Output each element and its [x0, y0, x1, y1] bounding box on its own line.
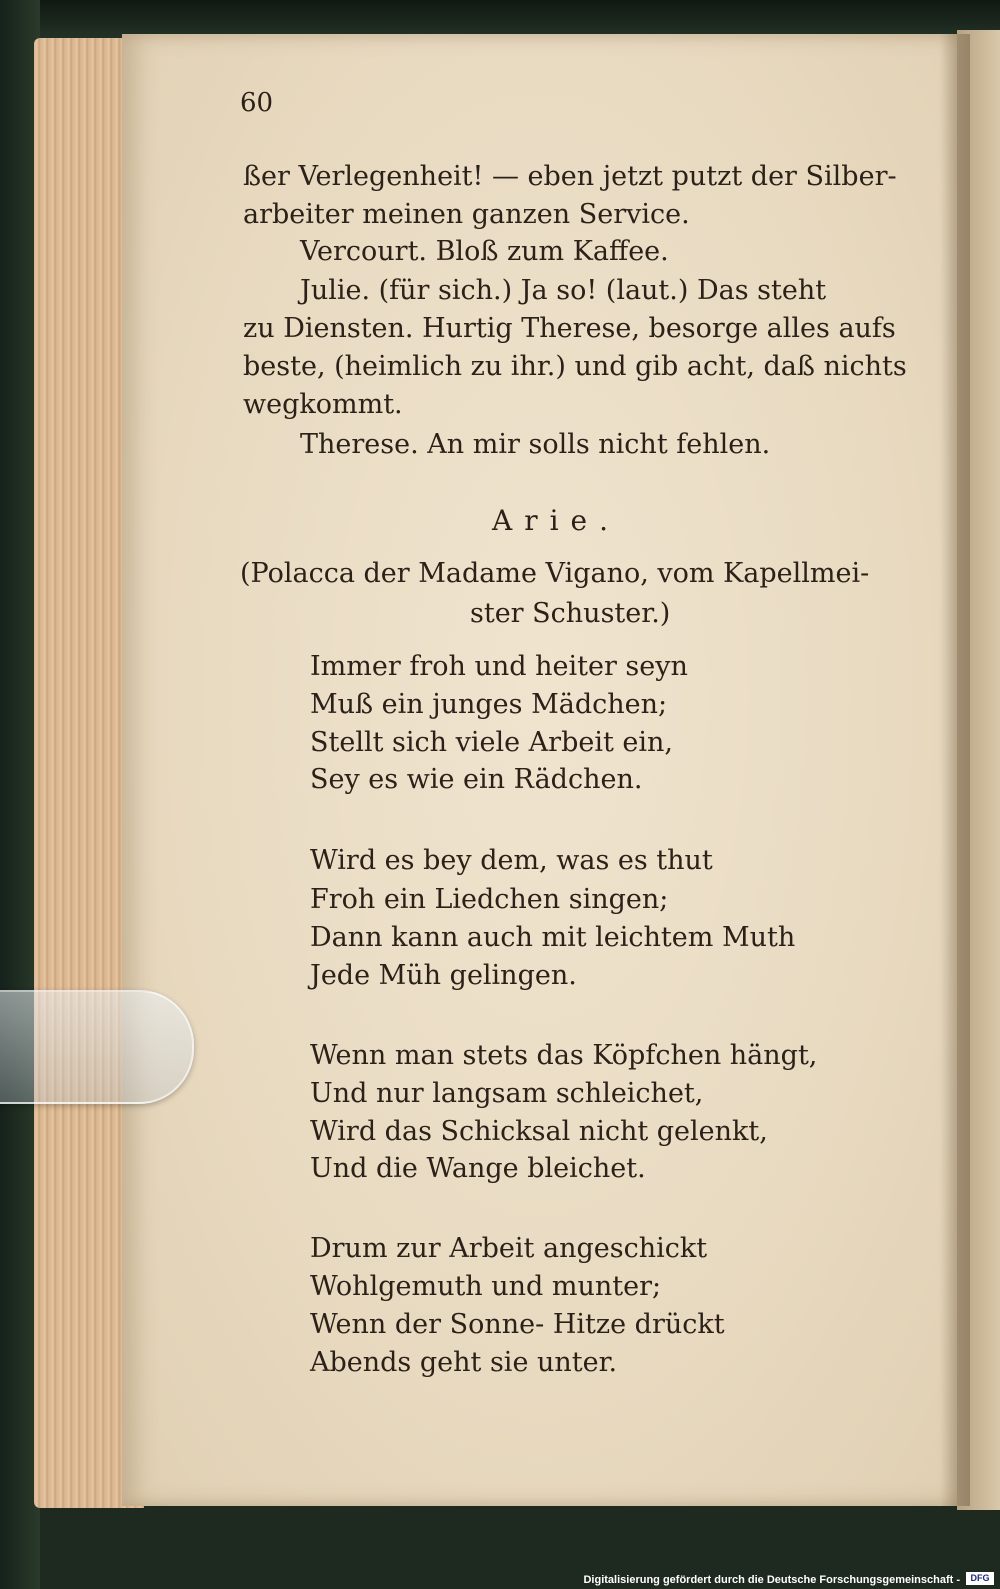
- verse-line: Wird es bey dem, was es thut: [310, 845, 713, 876]
- verse-line: Dann kann auch mit leichtem Muth: [310, 922, 796, 953]
- verse-line: Wenn man stets das Köpfchen hängt,: [310, 1040, 818, 1071]
- prose-line: arbeiter meinen ganzen Service.: [243, 199, 690, 230]
- spine-shadow: [940, 34, 970, 1506]
- aria-subtitle-line: (Polacca der Madame Vigano, vom Kapellmei-: [240, 558, 870, 589]
- prose-line: Julie. (für sich.) Ja so! (laut.) Das steht: [300, 275, 827, 306]
- verse-line: Wohlgemuth und munter;: [310, 1271, 662, 1302]
- prose-line: ßer Verlegenheit! — eben jetzt putzt der Silber-: [243, 161, 897, 192]
- verse-line: Und nur langsam schleichet,: [310, 1078, 704, 1109]
- page-holder-clip: [0, 990, 194, 1104]
- verse-line: Abends geht sie unter.: [310, 1347, 618, 1378]
- page-number: 60: [240, 88, 274, 118]
- verse-line: Jede Müh gelingen.: [310, 960, 577, 991]
- prose-line: Therese. An mir solls nicht fehlen.: [300, 429, 771, 460]
- dfg-logo: DFG: [966, 1572, 994, 1585]
- verse-line: Immer froh und heiter seyn: [310, 651, 688, 682]
- verse-line: Stellt sich viele Arbeit ein,: [310, 727, 673, 758]
- prose-line: wegkommt.: [243, 389, 403, 420]
- verse-line: Wird das Schicksal nicht gelenkt,: [310, 1116, 768, 1147]
- prose-line: Vercourt. Bloß zum Kaffee.: [300, 236, 669, 267]
- aria-subtitle-line: ster Schuster.): [470, 598, 671, 629]
- verse-line: Froh ein Liedchen singen;: [310, 884, 669, 915]
- verse-line: Wenn der Sonne- Hitze drückt: [310, 1309, 725, 1340]
- verse-line: Sey es wie ein Rädchen.: [310, 764, 643, 795]
- digitization-credit: Digitalisierung gefördert durch die Deutsche Forschungsgemeinschaft -: [583, 1574, 960, 1586]
- verse-line: Drum zur Arbeit angeschickt: [310, 1233, 708, 1264]
- verse-line: Und die Wange bleichet.: [310, 1153, 646, 1184]
- prose-line: beste, (heimlich zu ihr.) und gib acht, daß nichts: [243, 351, 907, 382]
- aria-heading: Arie.: [492, 504, 621, 537]
- verse-line: Muß ein junges Mädchen;: [310, 689, 668, 720]
- prose-line: zu Diensten. Hurtig Therese, besorge alles aufs: [243, 313, 896, 344]
